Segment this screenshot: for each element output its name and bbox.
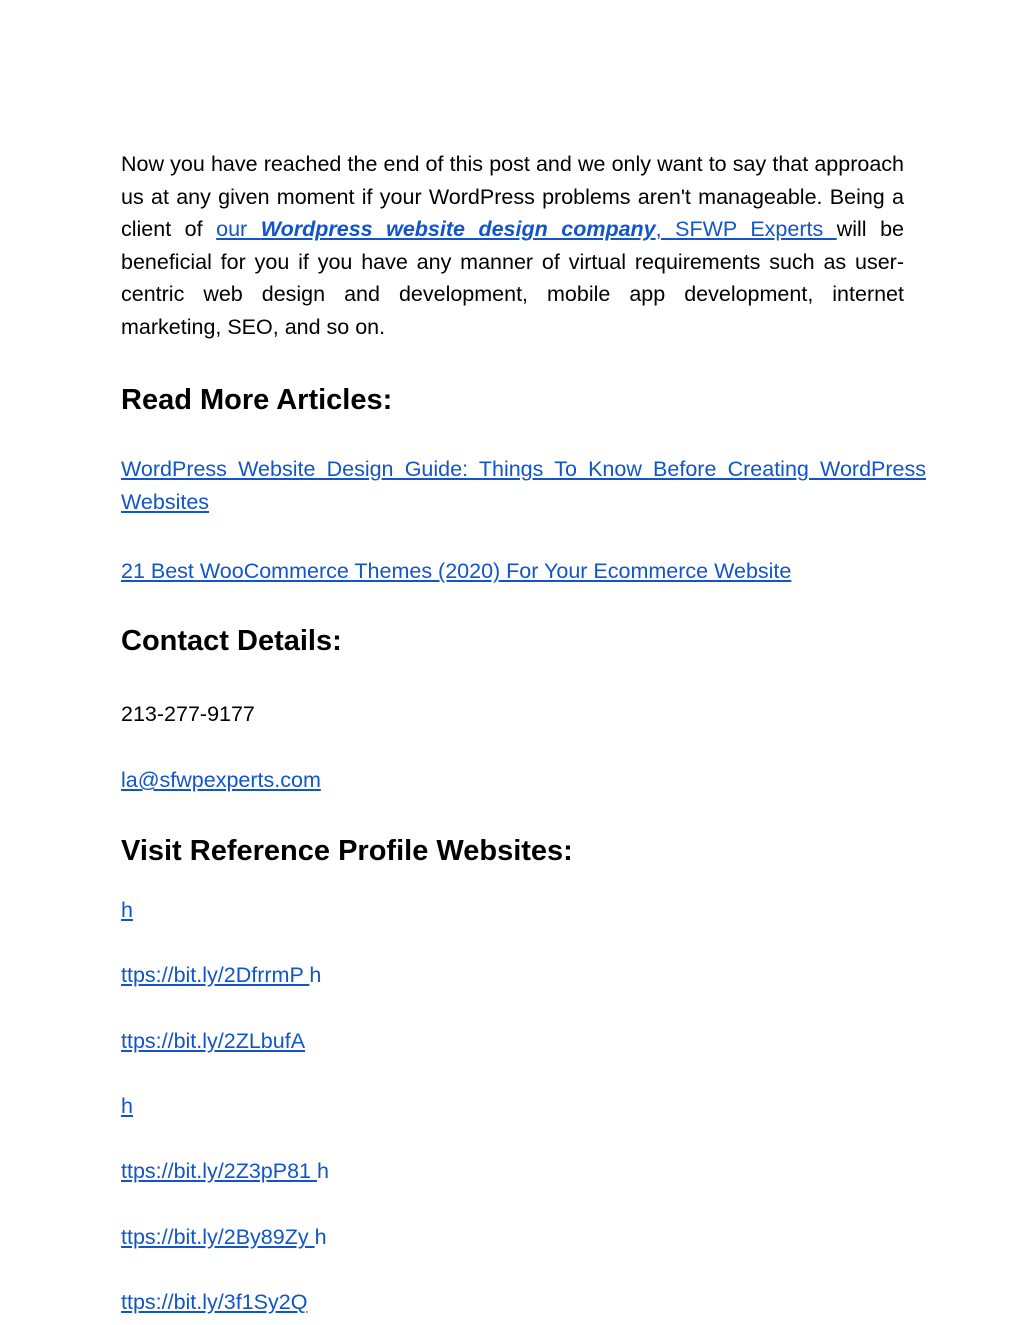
email-link[interactable]: la@sfwpexperts.com (121, 768, 321, 792)
profile-trail-2: h (309, 963, 322, 987)
intro-text-end: will be beneficial for you if you have any manner of virtual requirements such as user-centric web design and development, mobile app development, internet marketing, SEO, and so on. (121, 217, 904, 339)
phone-number: 213-277-9177 (121, 702, 255, 726)
profile-link-1[interactable]: h (121, 898, 133, 922)
sfwp-experts-link[interactable]: SFWP Experts (675, 217, 837, 242)
profile-line-7 (121, 1286, 307, 1318)
intro-text-start: Now you have reached the end of this post and we only want to say that approach us at any given moment if your WordPress problems aren't manageable. Being a client of (121, 152, 904, 242)
our-link[interactable]: our (216, 217, 261, 242)
article-link-1-line (121, 453, 926, 518)
wordpress-company-link[interactable]: Wordpress website design company (260, 217, 656, 242)
profile-link-2[interactable]: ttps://bit.ly/2DfrrmP (121, 963, 310, 987)
comma-link[interactable]: , (655, 217, 676, 242)
article-link-1[interactable]: WordPress Website Design Guide: Things To Know Before Creating WordPress Websites (121, 457, 926, 514)
profile-line-1 (121, 894, 133, 926)
profile-link-7[interactable]: ttps://bit.ly/3f1Sy2Q (121, 1290, 308, 1314)
profile-link-3[interactable]: ttps://bit.ly/2ZLbufA (121, 1029, 306, 1053)
intro-paragraph (121, 148, 904, 344)
read-more-heading: Read More Articles: (121, 384, 393, 416)
article-link-2-line (121, 555, 791, 587)
profiles-heading: Visit Reference Profile Websites: (121, 835, 573, 867)
profile-line-3 (121, 1025, 305, 1057)
profile-trail-5: h (317, 1159, 329, 1183)
profile-link-4[interactable]: h (121, 1094, 133, 1118)
profile-line-6 (121, 1221, 327, 1253)
article-link-2[interactable]: 21 Best WooCommerce Themes (2020) For Your Ecommerce Website (121, 559, 792, 583)
email-line (121, 764, 321, 796)
profile-line-2 (121, 959, 321, 991)
contact-heading: Contact Details: (121, 625, 342, 657)
profile-line-4 (121, 1090, 133, 1122)
profile-link-5[interactable]: ttps://bit.ly/2Z3pP81 (121, 1159, 317, 1183)
profile-line-5 (121, 1155, 329, 1187)
profile-link-6[interactable]: ttps://bit.ly/2By89Zy (121, 1225, 315, 1249)
profile-trail-6: h (314, 1225, 327, 1249)
